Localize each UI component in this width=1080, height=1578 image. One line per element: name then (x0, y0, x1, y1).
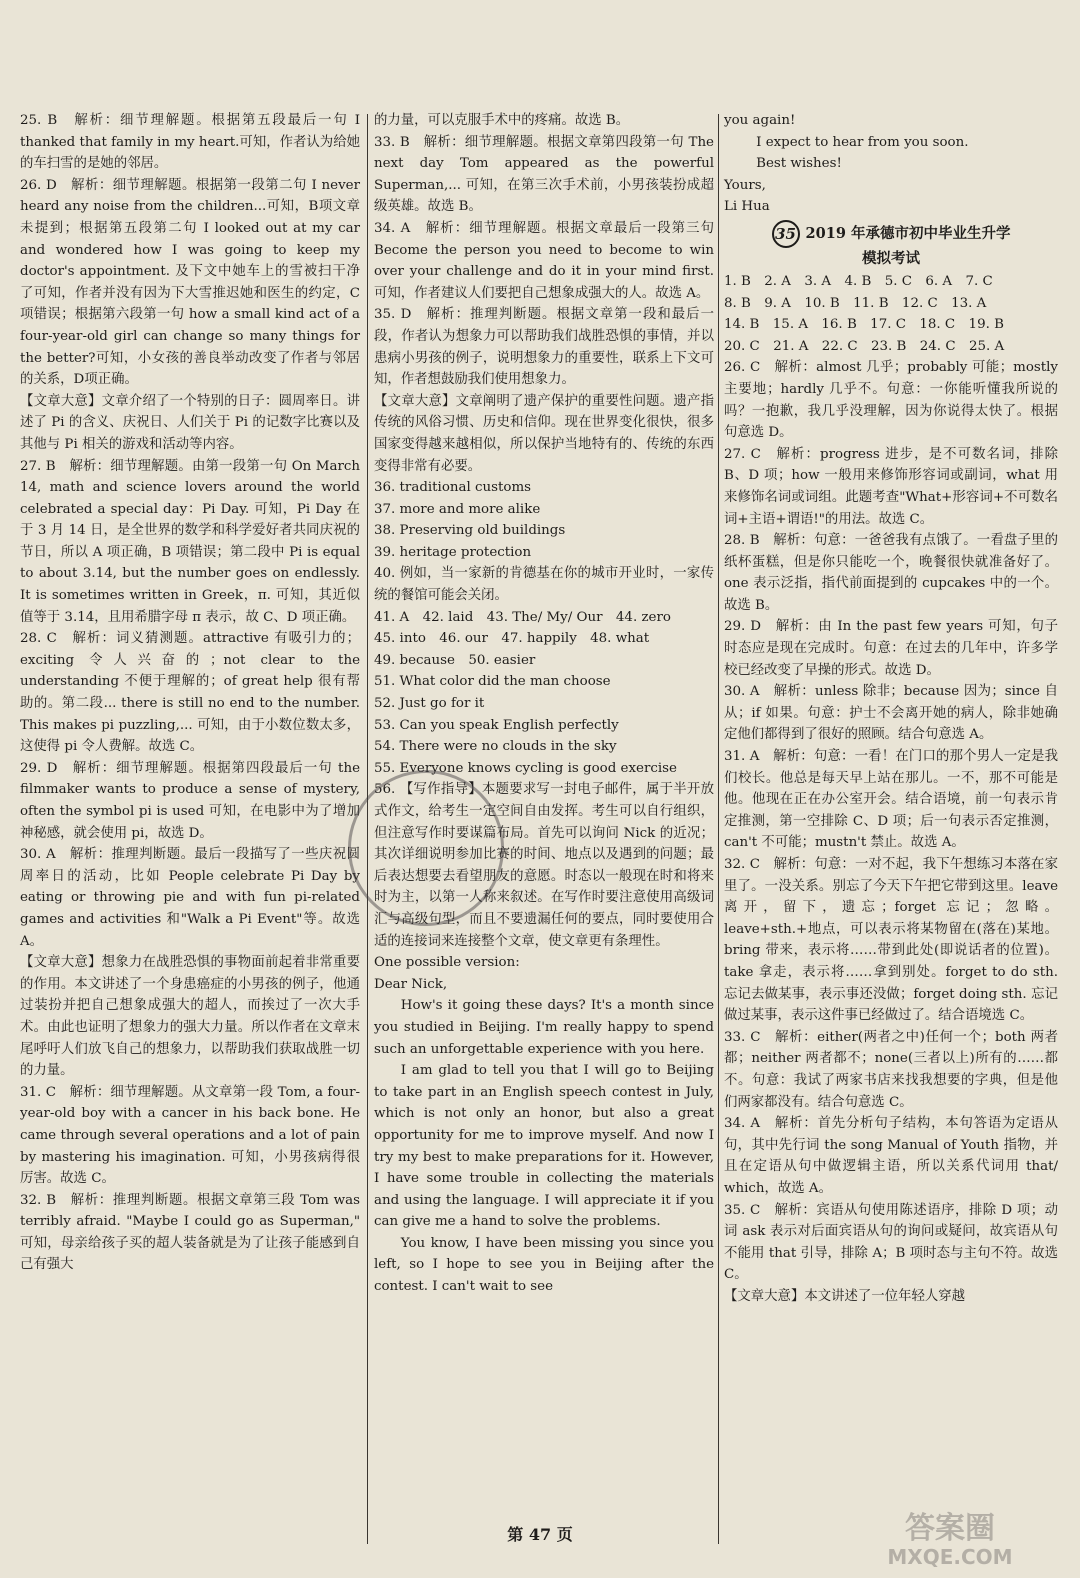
summary-heritage: 【文章大意】文章阐明了遗产保护的重要性问题。遗产指传统的风俗习惯、历史和信仰。现在世界变化很快，很多国家变得越来越相似，所以保护当地特有的、传统的东西变得非常有必要。 (374, 393, 714, 474)
summary-exam: 【文章大意】本文讲述了一位年轻人穿越 (724, 1288, 966, 1304)
watermark-logo (850, 1502, 1050, 1572)
answers-14-19: 14. B 15. A 16. B 17. C 18. C 19. B (724, 317, 1004, 333)
svg-text:MXQE.COM: MXQE.COM (887, 1545, 1013, 1569)
letter-para-1: How's it going these days? It's a month since you studied in Beijing. I'm really happy to spend such an unforgettable experience with you here. (374, 998, 714, 1057)
answer-28-exam: 28. B 解析：句意：一爸爸我有点饿了。一看盘子里的纸杯蛋糕，但是你只能吃一个，晚餐很快就准备好了。one 表示泛指，指代前面提到的 cupcakes 中的一个。故选 B。 (724, 533, 1058, 613)
answer-30-exam: 30. A 解析：unless 除非；because 因为；since 自从；if 如果。句意：护士不会离开她的病人，除非她确定他们都得到了很好的照顾。结合句意选 A。 (724, 684, 1058, 743)
summary-imagination: 【文章大意】想象力在战胜恐惧的事物面前起着非常重要的作用。本文讲述了一个身患癌症的小男孩的例子，他通过装扮并把自己想象成强大的超人，而挨过了一次大手术。由此也证明了想象力的强大力量。所以作者在文章末尾呼吁人们放飞自己的想象力，以帮助我们获取战胜一切的力量。 (20, 955, 360, 1079)
answer-35-exam: 35. C 解析：宾语从句使用陈述语序，排除 D 项；动词 ask 表示对后面宾语从句的询问或疑问，故宾语从句不能用 that 引导，排除 A；B 项时态与主句不符。故选 C。 (724, 1202, 1058, 1283)
svg-text:答案圈: 答案圈 (905, 1511, 995, 1546)
letter-para-3: You know, I have been missing you since you left, so I hope to see you in Beijing after the contest. I can't wait to see (374, 1235, 714, 1295)
version-label: One possible version: (374, 955, 520, 971)
letter-signature: Li Hua (724, 199, 770, 215)
answers-45-48: 45. into 46. our 47. happily 48. what (374, 631, 650, 647)
letter-para-2: I am glad to tell you that I will go to Beijing to take part in an English speech contest in July, which is not only an honor, but also a great opportunity for me to improve myself. And now I try my best to make preparations for it. However, I have some trouble in collecting the materials and using the language. I will appreciate it if you can give me a hand to solve the problems. (374, 1063, 714, 1230)
answer-29: 29. D 解析：细节理解题。根据第四段最后一句 the filmmaker wants to produce a sense of mystery, often the symbol pi is used 可知，在电影中为了增加神秘感，就会使用 pi，故选 D。 (20, 760, 360, 841)
answer-32: 32. B 解析：推理判断题。根据文章第三段 Tom was terribly afraid. "Maybe I could go as Superman," 可知，母亲给孩子买的超人装备就是为了让孩子能感到自己有强大 (20, 1192, 360, 1273)
letter-wishes: Best wishes! (756, 156, 842, 172)
answer-27: 27. B 解析：细节理解题。由第一段第一句 On March 14, math and science lovers around the world celebrated a special day：Pi Day. 可知，Pi Day 在于 3 月 14 日，是全世界的数学和科学爱好者共同庆祝的节日，所以 A 项正确，B 项错误；第二段中 Pi is equal to about 3.14, but the number goes on endlessly. It is sometimes written in Greek，π. 可知，其近似值等于 3.14，且用希腊字母 π 表示，故 C、D 项正确。 (20, 458, 360, 625)
letter-yours: Yours, (724, 177, 766, 193)
exam-title-line-2: 模拟考试 (862, 249, 920, 267)
column-divider (367, 114, 368, 1544)
answer-34: 34. A 解析：细节理解题。根据文章最后一段第三句 Become the person you need to become to win over your challenge and do it in your mind first. 可知，作者建议人们要把自己想象成强大的人。故选 A。 (374, 220, 714, 301)
answers-20-25: 20. C 21. A 22. C 23. B 24. C 25. A (724, 338, 1005, 354)
answer-33: 33. B 解析：细节理解题。根据文章第四段第一句 The next day Tom appeared as the powerful Superman,... 可知，在第三次手术前，小男孩装扮成超级英雄。故选 B。 (374, 134, 714, 215)
answer-28: 28. C 解析：词义猜测题。attractive 有吸引力的；exciting 令人兴奋的；not clear to the understanding 不便于理解的；of great help 很有帮助的。第二段... there is still no end to the number. This makes pi puzzling,... 可知，由于小数位数太多，这使得 pi 令人费解。故选 C。 (20, 631, 360, 755)
column-1 (20, 110, 360, 1276)
answer-35: 35. D 解析：推理判断题。根据文章第一段和最后一段，作者认为想象力可以帮助我们战胜恐惧的事情，并以患病小男孩的例子，说明想象力的重要性，联系上下文可知，作者想鼓励我们使用想象力。 (374, 307, 714, 388)
answers-8-13: 8. B 9. A 10. B 11. B 12. C 13. A (724, 295, 987, 311)
writing-guide: 56. 【写作指导】本题要求写一封电子邮件，属于半开放式作文，给考生一定空间自由发挥。考生可以自行组织，但注意写作时要谋篇布局。首先可以询问 Nick 的近况；其次详细说明参加比赛的时间、地点以及遇到的问题；最后表达想要去看望朋友的意愿。时态以一般现在时和将来时为主，以第一人称来叙述。在写作时要注意使用高级词汇与高级句型，而且不要遗漏任何的要点，同时要使用合适的连接词来连接整个文章，使文章更有条理性。 (374, 782, 714, 949)
answer-26-exam: 26. C 解析：almost 几乎；probably 可能；mostly 主要地；hardly 几乎不。句意：一你能听懂我所说的吗？一抱歉，我几乎没理解，因为你说得太快了。根据句意选 D。 (724, 360, 1058, 441)
answer-37: 37. more and more alike (374, 501, 541, 517)
answers-41-44: 41. A 42. laid 43. The/ My/ Our 44. zero (374, 609, 671, 625)
exam-number-badge: 35 (772, 220, 800, 248)
page-number: 第 47 页 (507, 1525, 573, 1544)
exam-title-line-1: 2019 年承德市初中毕业生升学 (805, 224, 1011, 242)
answer-27-exam: 27. C 解析：progress 进步，是不可数名词，排除 B、D 项；how 一般用来修饰形容词或副词，what 用来修饰名词或词组。此题考查"What+形容词+不可数名词+主语+谓语!"的用法。故选 C。 (724, 446, 1058, 527)
answer-53: 53. Can you speak English perfectly (374, 717, 619, 733)
letter-end: you again! (724, 113, 796, 128)
answer-52: 52. Just go for it (374, 696, 485, 712)
answer-26: 26. D 解析：细节理解题。根据第一段第二句 I never heard any noise from the children...可知，B项文章未提到；根据第五段第二句 I looked out at my car and wondered how I was going to keep my doctor's appointment. 及下文中她车上的雪被扫干净了可知，作者并没有因为下大雪推迟她和医生的约定，C项错误；根据第六段第一句 how a small kind act of a four-year-old girl can change so many things for the better?可知，小女孩的善良举动改变了作者与邻居的关系，D项正确。 (20, 177, 360, 388)
answer-33-exam: 33. C 解析：either(两者之中)任何一个；both 两者都；neither 两者都不；none(三者以上)所有的……都不。句意：我试了两家书店来找我想要的字典，但是他们两家都没有。结合句意选 C。 (724, 1029, 1058, 1110)
answer-39: 39. heritage protection (374, 544, 532, 560)
letter-greeting: Dear Nick, (374, 976, 448, 992)
answer-55: 55. Everyone knows cycling is good exercise (374, 760, 677, 776)
answer-34-exam: 34. A 解析：首先分析句子结构，本句答语为定语从句，其中先行词 the song Manual of Youth 指物，并且在定语从句中做逻辑主语，所以关系代词用 that/ which，故选 A。 (724, 1116, 1058, 1196)
answer-38: 38. Preserving old buildings (374, 523, 566, 539)
summary-pi-day: 【文章大意】文章介绍了一个特别的日子：圆周率日。讲述了 Pi 的含义、庆祝日、人们关于 Pi 的记数字比赛以及其他与 Pi 相关的游戏和活动等内容。 (20, 393, 360, 452)
answer-30: 30. A 解析：推理判断题。最后一段描写了一些庆祝圆周率日的活动，比如 People celebrate Pi Day by eating or throwing pie and with fun pi-related games and activities 和"Walk a Pi Event"等。故选 A。 (20, 847, 360, 949)
answer-25: 25. B 解析：细节理解题。根据第五段最后一句 I thanked that family in my heart.可知，作者认为给她的车扫雪的是她的邻居。 (20, 113, 360, 172)
answer-40: 40. 例如，当一家新的肯德基在你的城市开业时，一家传统的餐馆可能会关闭。 (374, 566, 714, 604)
answer-31: 31. C 解析：细节理解题。从文章第一段 Tom, a four-year-old boy with a cancer in his back bone. He came through several operations and a lot of pain by mastering his imagination. 可知，小男孩病得很厉害。故选 C。 (20, 1084, 360, 1187)
answer-36: 36. traditional customs (374, 480, 532, 496)
answer-32-cont: 的力量，可以克服手术中的疼痛。故选 B。 (374, 113, 630, 128)
column-3 (724, 110, 1058, 1307)
answer-31-exam: 31. A 解析：句意：一看！在门口的那个男人一定是我们校长。他总是每天早上站在那儿。一不，那不可能是他。他现在正在办公室开会。结合语境，前一句表示肯定推测，第一空排除 C、D 项；后一句表示否定推测，can't 不可能；mustn't 禁止。故选 A。 (724, 749, 1058, 851)
column-2 (374, 110, 714, 1298)
column-divider (718, 114, 719, 1544)
answer-32-exam: 32. C 解析：句意：一对不起，我下午想练习本落在家里了。一没关系。别忘了今天下午把它带到这里。leave 离开，留下，遗忘；forget 忘记；忽略。leave+sth.+地点，可以表示将某物留在(落在)某地。bring 带来，表示将……带到此处(即说话者的位置)。take 拿走，表示将……拿到别处。forget to do sth. 忘记去做某事，表示事还没做；forget doing sth. 忘记做过某事，表示这件事已经做过了。结合语境选 C。 (724, 857, 1058, 1024)
answer-54: 54. There were no clouds in the sky (374, 739, 617, 755)
answers-49-50: 49. because 50. easier (374, 652, 536, 668)
answers-1-7: 1. B 2. A 3. A 4. B 5. C 6. A 7. C (724, 273, 993, 289)
answer-page (18, 110, 1058, 1570)
letter-closing: I expect to hear from you soon. (756, 134, 969, 150)
answer-51: 51. What color did the man choose (374, 674, 611, 690)
exam-heading (724, 220, 1058, 269)
answer-29-exam: 29. D 解析：由 In the past few years 可知，句子时态应是现在完成时。句意：在过去的几年中，许多学校已经改变了早操的形式。故选 D。 (724, 619, 1058, 678)
